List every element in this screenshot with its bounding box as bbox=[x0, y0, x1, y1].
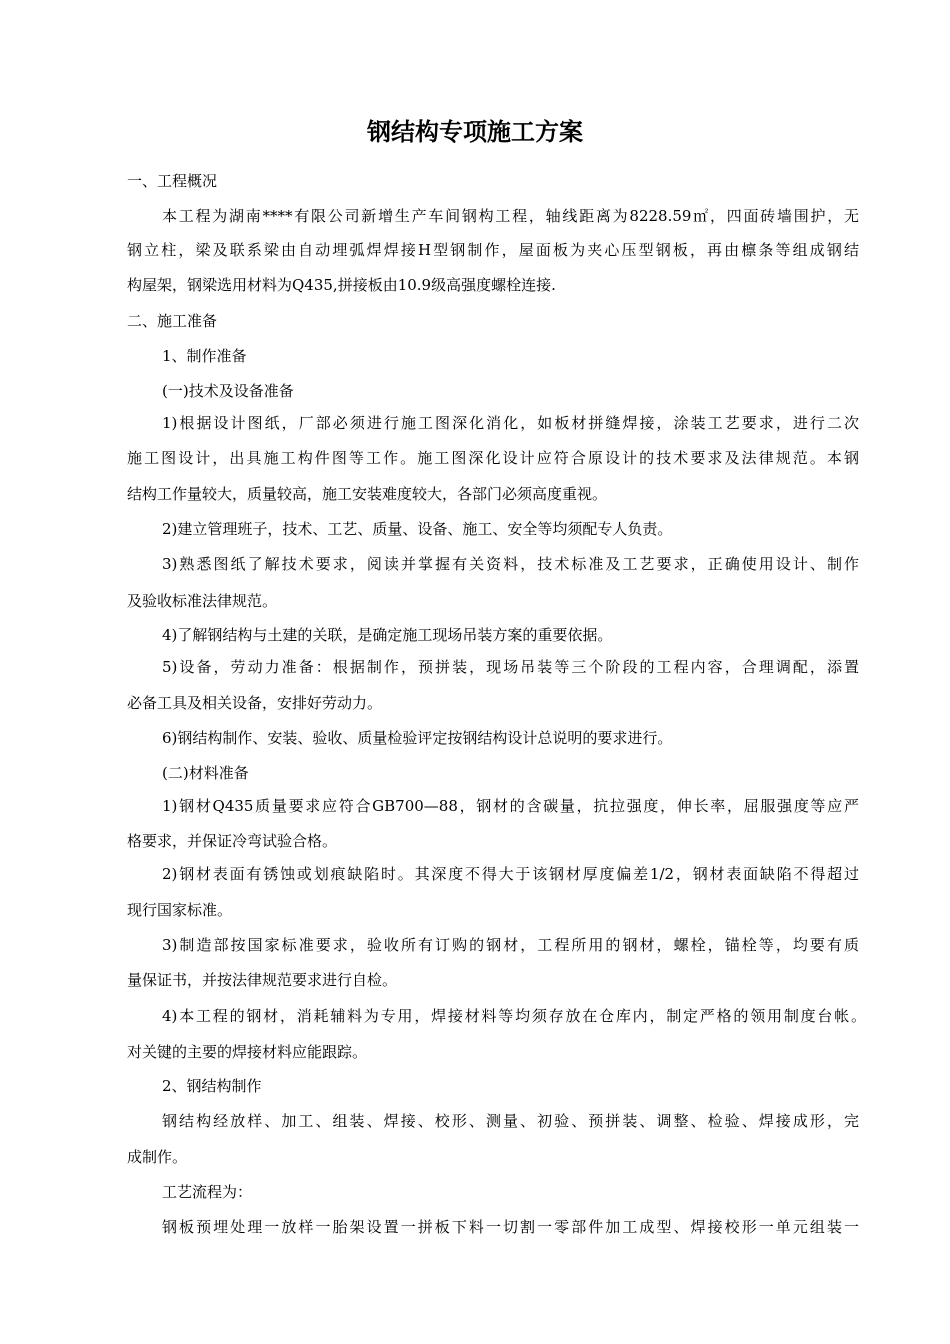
paragraph-line: 施工图设计，出具施工构件图等工作。施工图深化设计应符合原设计的技术要求及法律规范。本钢 bbox=[127, 449, 859, 467]
paragraph-line: 成制作。 bbox=[127, 1148, 188, 1166]
paragraph-line: 1)根据设计图纸，厂部必须进行施工图深化消化，如板材拼缝焊接，涂装工艺要求，进行二次 bbox=[162, 414, 859, 432]
subheading-steel-fabrication: 2、钢结构制作 bbox=[162, 1077, 262, 1095]
process-flow-label: 工艺流程为： bbox=[162, 1183, 253, 1201]
paragraph-line: 对关键的主要的焊接材料应能跟踪。 bbox=[127, 1043, 368, 1061]
subheading-fabrication-preparation: 1、制作准备 bbox=[162, 347, 247, 365]
subheading-technical-equipment: (一)技术及设备准备 bbox=[162, 382, 294, 400]
paragraph-line: 结构工作量较大，质量较高，施工安装难度较大，各部门必须高度重视。 bbox=[127, 485, 608, 503]
paragraph-line: 构屋架，钢梁选用材料为Q435,拼接板由10.9级高强度螺栓连接. bbox=[127, 276, 556, 294]
paragraph-line: 必备工具及相关设备，安排好劳动力。 bbox=[127, 694, 383, 712]
paragraph-line: 4)本工程的钢材，消耗辅料为专用，焊接材料等均须存放在仓库内，制定严格的领用制度台帐。 bbox=[162, 1007, 866, 1025]
paragraph-line: 钢结构经放样、加工、组装、焊接、校形、测量、初验、预拼装、调整、检验、焊接成形，完 bbox=[162, 1112, 859, 1130]
paragraph-line: 3)熟悉图纸了解技术要求，阅读并掌握有关资料，技术标准及工艺要求，正确使用设计、制作 bbox=[162, 555, 859, 573]
paragraph-line: 2)建立管理班子，技术、工艺、质量、设备、施工、安全等均须配专人负责。 bbox=[162, 520, 673, 538]
heading-construction-preparation: 二、施工准备 bbox=[127, 312, 218, 330]
paragraph-line: 格要求，并保证冷弯试验合格。 bbox=[127, 832, 338, 850]
paragraph-line: 4)了解钢结构与土建的关联，是确定施工现场吊装方案的重要依据。 bbox=[162, 626, 613, 644]
paragraph-line: 量保证书，并按法律规范要求进行自检。 bbox=[127, 971, 398, 989]
paragraph-line: 1)钢材Q435质量要求应符合GB700—88，钢材的含碳量，抗拉强度，伸长率，屈服强度等应严 bbox=[162, 797, 859, 815]
paragraph-line: 5)设备，劳动力准备：根据制作，预拼装，现场吊装等三个阶段的工程内容，合理调配，添置 bbox=[162, 658, 859, 676]
paragraph-line: 及验收标准法律规范。 bbox=[127, 592, 278, 610]
paragraph-line: 本工程为湖南****有限公司新增生产车间钢构工程，轴线距离为8228.59㎡，四面砖墙围护，无 bbox=[162, 207, 859, 225]
paragraph-line: 钢板预埋处理一放样一胎架设置一拼板下料一切割一零部件加工成型、焊接校形一单元组装一 bbox=[162, 1218, 859, 1236]
paragraph-line: 现行国家标准。 bbox=[127, 901, 233, 919]
paragraph-line: 6)钢结构制作、安装、验收、质量检验评定按钢结构设计总说明的要求进行。 bbox=[162, 729, 673, 747]
heading-project-overview: 一、工程概况 bbox=[127, 172, 218, 190]
document-title: 钢结构专项施工方案 bbox=[367, 117, 583, 146]
subheading-material-preparation: (二)材料准备 bbox=[162, 764, 249, 782]
paragraph-line: 钢立柱，梁及联系梁由自动埋弧焊焊接H型钢制作，屋面板为夹心压型钢板，再由檩条等组成钢结 bbox=[127, 241, 859, 259]
paragraph-line: 2)钢材表面有锈蚀或划痕缺陷时。其深度不得大于该钢材厚度偏差1/2，钢材表面缺陷不得超过 bbox=[162, 865, 859, 883]
paragraph-line: 3)制造部按国家标准要求，验收所有订购的钢材，工程所用的钢材，螺栓，锚栓等，均要有质 bbox=[162, 936, 859, 954]
